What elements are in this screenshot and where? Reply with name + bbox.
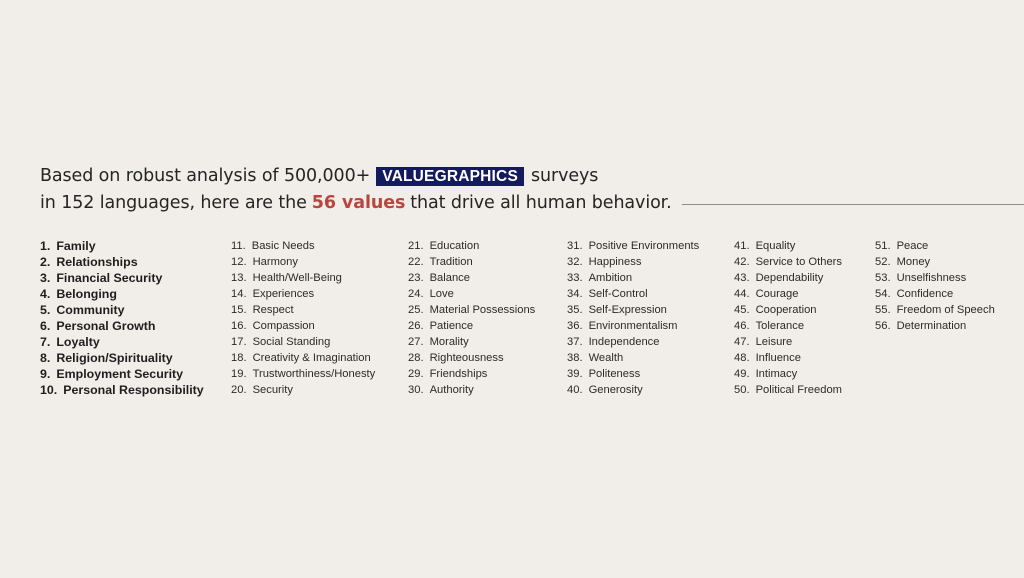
list-item-label: Happiness: [588, 256, 642, 268]
list-item-number: 4.: [40, 287, 51, 301]
list-item-number: 36.: [567, 320, 583, 332]
list-item: [408, 270, 535, 286]
list-item-number: 2.: [40, 255, 51, 269]
list-item: [567, 382, 699, 398]
list-item-label: Respect: [252, 304, 294, 316]
list-item: [231, 302, 375, 318]
list-item: [567, 254, 699, 270]
list-item-label: Confidence: [896, 288, 954, 300]
brand-badge: VALUEGRAPHICS: [376, 167, 524, 186]
list-item: [567, 270, 699, 286]
list-item-number: 54.: [875, 288, 891, 300]
list-item-label: Family: [56, 239, 96, 253]
list-item-label: Leisure: [755, 336, 793, 348]
list-item-label: Friendships: [429, 368, 488, 380]
list-item: [408, 286, 535, 302]
list-item: [734, 286, 842, 302]
list-item-number: 12.: [231, 256, 247, 268]
list-item: [408, 382, 535, 398]
list-item-label: Security: [252, 384, 293, 396]
list-item-label: Health/Well-Being: [252, 272, 342, 284]
list-item: [567, 302, 699, 318]
list-item: [875, 286, 995, 302]
list-item: [734, 350, 842, 366]
list-item-number: 26.: [408, 320, 424, 332]
list-item-label: Love: [429, 288, 454, 300]
list-item: [40, 318, 204, 334]
headline-text: Based on robust analysis of 500,000+: [40, 166, 371, 186]
list-item-number: 50.: [734, 384, 750, 396]
list-item-label: Money: [896, 256, 931, 268]
values-column: [875, 238, 995, 334]
list-item-label: Generosity: [588, 384, 643, 396]
list-item-number: 53.: [875, 272, 891, 284]
list-item-label: Peace: [896, 240, 929, 252]
list-item-number: 55.: [875, 304, 891, 316]
list-item-label: Service to Others: [755, 256, 842, 268]
list-item-number: 47.: [734, 336, 750, 348]
list-item-number: 41.: [734, 240, 750, 252]
headline-text: in 152 languages, here are the: [40, 193, 307, 213]
list-item-number: 32.: [567, 256, 583, 268]
values-column: [567, 238, 699, 398]
list-item-number: 21.: [408, 240, 424, 252]
list-item-label: Intimacy: [755, 368, 798, 380]
list-item-label: Independence: [588, 336, 660, 348]
headline-line-2: [40, 190, 1000, 217]
list-item: [40, 238, 204, 254]
list-item: [40, 366, 204, 382]
list-item-number: 33.: [567, 272, 583, 284]
list-item: [408, 350, 535, 366]
list-item-number: 49.: [734, 368, 750, 380]
list-item-number: 10.: [40, 383, 58, 397]
list-item-number: 34.: [567, 288, 583, 300]
list-item-label: Politeness: [588, 368, 641, 380]
list-item-number: 22.: [408, 256, 424, 268]
list-item-label: Compassion: [252, 320, 315, 332]
list-item-number: 18.: [231, 352, 247, 364]
list-item: [408, 318, 535, 334]
list-item-label: Tolerance: [755, 320, 805, 332]
list-item: [40, 302, 204, 318]
list-item-label: Influence: [755, 352, 801, 364]
list-item-label: Balance: [429, 272, 470, 284]
list-item: [567, 238, 699, 254]
headline: [40, 163, 1000, 217]
list-item-number: 46.: [734, 320, 750, 332]
list-item: [734, 318, 842, 334]
list-item-label: Belonging: [56, 287, 117, 301]
list-item: [231, 318, 375, 334]
list-item-number: 5.: [40, 303, 51, 317]
list-item-number: 56.: [875, 320, 891, 332]
list-item: [40, 254, 204, 270]
list-item-number: 8.: [40, 351, 51, 365]
list-item-label: Environmentalism: [588, 320, 678, 332]
list-item: [875, 254, 995, 270]
list-item-number: 39.: [567, 368, 583, 380]
list-item-label: Financial Security: [56, 271, 163, 285]
list-item-label: Personal Responsibility: [63, 383, 204, 397]
list-item-label: Tradition: [429, 256, 473, 268]
list-item: [734, 382, 842, 398]
list-item-label: Community: [56, 303, 125, 317]
list-item: [567, 318, 699, 334]
list-item-number: 23.: [408, 272, 424, 284]
list-item: [408, 334, 535, 350]
list-item: [734, 366, 842, 382]
list-item-label: Trustworthiness/Honesty: [252, 368, 376, 380]
list-item-number: 17.: [231, 336, 247, 348]
list-item-label: Wealth: [588, 352, 624, 364]
list-item-number: 25.: [408, 304, 424, 316]
list-item: [408, 238, 535, 254]
list-item-number: 29.: [408, 368, 424, 380]
list-item-number: 45.: [734, 304, 750, 316]
list-item: [567, 334, 699, 350]
list-item-number: 7.: [40, 335, 51, 349]
list-item: [231, 254, 375, 270]
list-item-label: Religion/Spirituality: [56, 351, 173, 365]
list-item-label: Loyalty: [56, 335, 100, 349]
list-item: [40, 270, 204, 286]
list-item: [567, 286, 699, 302]
list-item: [734, 254, 842, 270]
list-item-number: 27.: [408, 336, 424, 348]
list-item: [734, 334, 842, 350]
list-item: [734, 270, 842, 286]
list-item: [40, 382, 204, 398]
list-item-number: 52.: [875, 256, 891, 268]
values-column: [734, 238, 842, 398]
list-item-label: Self-Expression: [588, 304, 667, 316]
values-column: [40, 238, 204, 398]
list-item-number: 51.: [875, 240, 891, 252]
list-item: [40, 350, 204, 366]
list-item-label: Dependability: [755, 272, 824, 284]
list-item-number: 13.: [231, 272, 247, 284]
headline-text: that drive all human behavior.: [410, 193, 672, 213]
list-item-label: Social Standing: [252, 336, 331, 348]
list-item-number: 30.: [408, 384, 424, 396]
list-item: [231, 238, 375, 254]
list-item: [231, 270, 375, 286]
list-item: [567, 366, 699, 382]
list-item-number: 44.: [734, 288, 750, 300]
list-item: [875, 318, 995, 334]
list-item: [408, 366, 535, 382]
list-item-number: 3.: [40, 271, 51, 285]
list-item-number: 11.: [231, 240, 246, 252]
list-item-label: Cooperation: [755, 304, 817, 316]
list-item-number: 20.: [231, 384, 247, 396]
list-item-number: 38.: [567, 352, 583, 364]
list-item-label: Harmony: [252, 256, 298, 268]
list-item: [734, 302, 842, 318]
list-item-label: Education: [429, 240, 480, 252]
list-item: [231, 350, 375, 366]
list-item-number: 1.: [40, 239, 51, 253]
list-item-label: Positive Environments: [588, 240, 700, 252]
list-item-number: 35.: [567, 304, 583, 316]
list-item-number: 15.: [231, 304, 247, 316]
list-item-label: Self-Control: [588, 288, 648, 300]
list-item-label: Determination: [896, 320, 967, 332]
values-column: [231, 238, 375, 398]
list-item-number: 6.: [40, 319, 51, 333]
list-item-label: Relationships: [56, 255, 138, 269]
list-item-label: Unselfishness: [896, 272, 967, 284]
list-item-number: 43.: [734, 272, 750, 284]
list-item: [734, 238, 842, 254]
list-item-label: Political Freedom: [755, 384, 842, 396]
list-item: [408, 254, 535, 270]
list-item-label: Ambition: [588, 272, 633, 284]
list-item-number: 16.: [231, 320, 247, 332]
list-item-number: 31.: [567, 240, 583, 252]
list-item: [231, 382, 375, 398]
list-item-label: Equality: [755, 240, 796, 252]
list-item: [231, 366, 375, 382]
list-item-number: 42.: [734, 256, 750, 268]
list-item: [875, 302, 995, 318]
list-item-number: 9.: [40, 367, 51, 381]
list-item: [408, 302, 535, 318]
list-item-number: 14.: [231, 288, 247, 300]
list-item-label: Employment Security: [56, 367, 184, 381]
list-item: [231, 334, 375, 350]
values-column: [408, 238, 535, 398]
list-item-label: Righteousness: [429, 352, 504, 364]
list-item-number: 40.: [567, 384, 583, 396]
list-item-label: Experiences: [252, 288, 315, 300]
list-item-label: Courage: [755, 288, 799, 300]
list-item-label: Patience: [429, 320, 474, 332]
highlight-count: 56 values: [311, 193, 406, 213]
list-item-number: 24.: [408, 288, 424, 300]
list-item: [231, 286, 375, 302]
list-item-number: 28.: [408, 352, 424, 364]
list-item-label: Authority: [429, 384, 474, 396]
list-item-label: Personal Growth: [56, 319, 156, 333]
list-item: [875, 238, 995, 254]
list-item-number: 37.: [567, 336, 583, 348]
list-item-number: 48.: [734, 352, 750, 364]
list-item: [40, 286, 204, 302]
headline-line-1: [40, 163, 1000, 190]
divider-rule: [682, 204, 1024, 205]
list-item-label: Freedom of Speech: [896, 304, 995, 316]
list-item-number: 19.: [231, 368, 247, 380]
list-item-label: Morality: [429, 336, 469, 348]
list-item-label: Material Possessions: [429, 304, 536, 316]
headline-text: surveys: [530, 166, 599, 186]
list-item-label: Creativity & Imagination: [252, 352, 371, 364]
list-item: [40, 334, 204, 350]
list-item-label: Basic Needs: [251, 240, 315, 252]
list-item: [567, 350, 699, 366]
list-item: [875, 270, 995, 286]
